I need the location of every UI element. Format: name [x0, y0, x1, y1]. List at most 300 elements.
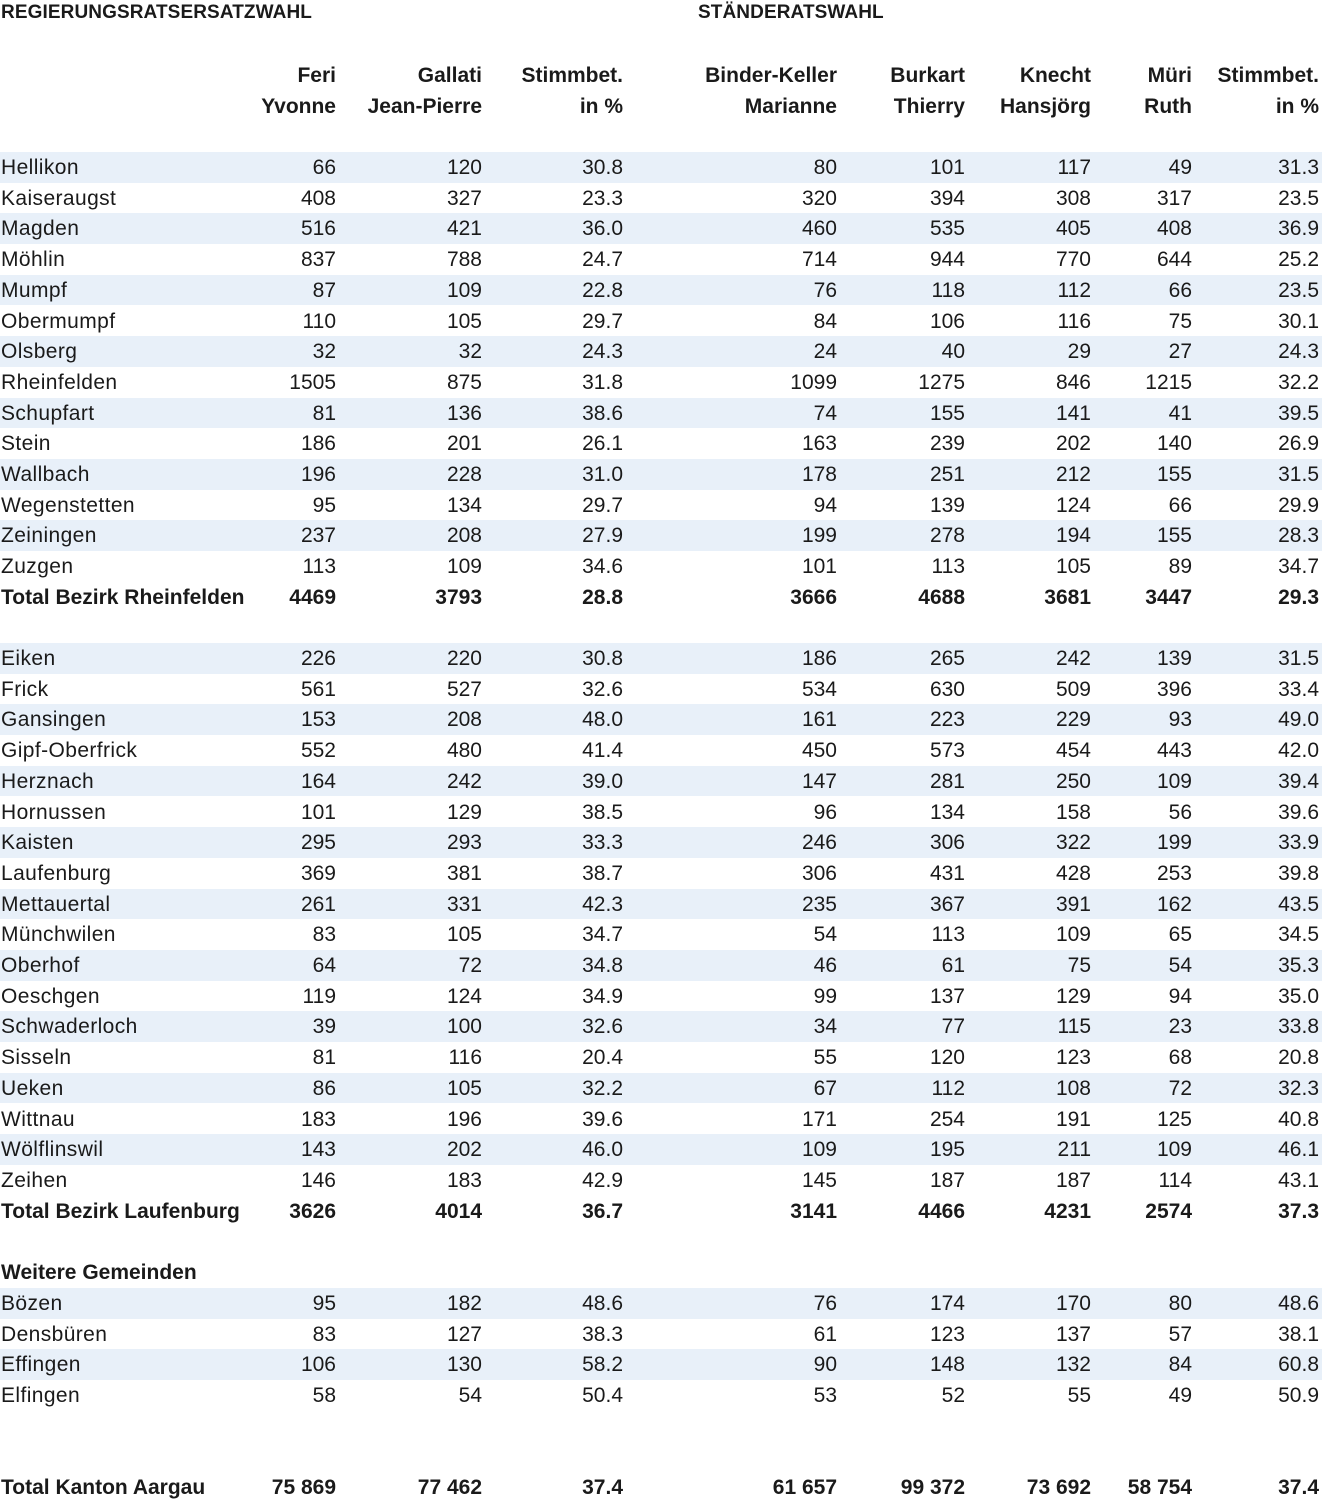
table-row: [0, 797, 1322, 828]
municipality-name: Oeschgen: [1, 984, 100, 1008]
table-cell: 24: [813, 340, 837, 364]
table-cell: 96: [813, 800, 837, 824]
table-cell: 278: [929, 524, 965, 548]
table-cell: 23.5: [1278, 278, 1319, 302]
table-cell: 84: [1168, 1353, 1192, 1377]
table-cell: 443: [1156, 739, 1192, 763]
column-header-line1: Binder-Keller: [705, 64, 837, 87]
column-header-line2: Jean-Pierre: [367, 95, 482, 118]
table-cell: 54: [1168, 954, 1192, 977]
table-cell: 39.5: [1278, 401, 1319, 425]
table-cell: 38.6: [582, 401, 623, 425]
table-cell: 86: [312, 1076, 336, 1100]
table-row: [0, 1104, 1322, 1135]
municipality-name: Elfingen: [1, 1384, 81, 1408]
table-cell: 49.0: [1278, 708, 1319, 732]
table-cell: 100: [446, 1015, 482, 1039]
table-cell: 846: [1055, 370, 1091, 394]
table-cell: 34: [813, 1015, 837, 1039]
table-cell: 369: [300, 861, 336, 885]
table-cell: 50.4: [582, 1384, 623, 1408]
table-cell: 30.8: [582, 156, 623, 179]
table-cell: 32.2: [582, 1076, 623, 1100]
table-row: [0, 244, 1322, 275]
table-cell: 39.6: [1278, 800, 1319, 824]
table-cell: 57: [1168, 1322, 1192, 1346]
table-cell: 28.8: [582, 585, 623, 609]
table-cell: 61 657: [772, 1476, 837, 1499]
table-cell: 99: [813, 984, 837, 1008]
table-cell: 450: [801, 739, 837, 763]
table-cell: 139: [1156, 647, 1192, 670]
municipality-name: Ueken: [1, 1076, 64, 1100]
table-row: [0, 183, 1322, 214]
table-cell: 31.3: [1278, 156, 1319, 179]
table-cell: 428: [1055, 861, 1091, 885]
table-cell: 114: [1158, 1168, 1192, 1192]
table-cell: 20.4: [582, 1046, 623, 1070]
municipality-name: Herznach: [1, 769, 95, 793]
table-cell: 66: [312, 156, 336, 179]
table-cell: 480: [446, 739, 482, 763]
column-header: [1000, 60, 1091, 122]
table-cell: 293: [446, 831, 482, 855]
table-cell: 146: [300, 1168, 336, 1192]
table-cell: 561: [300, 677, 336, 701]
table-cell: 261: [300, 892, 336, 916]
municipality-name: Kaiseraugst: [1, 186, 117, 210]
table-cell: 81: [312, 1046, 336, 1070]
table-cell: 73 692: [1026, 1476, 1091, 1499]
column-header: [890, 60, 965, 122]
table-cell: 87: [312, 278, 336, 302]
table-cell: 127: [446, 1322, 482, 1346]
table-cell: 38.1: [1278, 1322, 1319, 1346]
table-row: [0, 551, 1322, 582]
column-header: [1217, 60, 1319, 122]
column-header-line2: Ruth: [1144, 95, 1192, 118]
table-cell: 66: [1168, 493, 1192, 517]
table-cell: 229: [1055, 708, 1091, 732]
table-cell: 40: [941, 340, 965, 364]
table-cell: 93: [1168, 708, 1192, 732]
column-header-line2: in %: [1275, 95, 1319, 118]
table-cell: 4466: [918, 1199, 965, 1223]
column-header: [368, 60, 482, 122]
table-cell: 26.9: [1278, 432, 1319, 456]
column-header-line2: Marianne: [744, 95, 837, 118]
table-cell: 58: [312, 1384, 336, 1408]
table-cell: 29.9: [1278, 493, 1319, 517]
table-cell: 34.7: [582, 923, 623, 947]
table-cell: 37.4: [582, 1476, 623, 1499]
table-cell: 194: [1055, 524, 1091, 548]
table-cell: 431: [929, 861, 965, 885]
column-header: [705, 60, 837, 122]
table-cell: 55: [1067, 1384, 1091, 1408]
table-cell: 49: [1168, 1384, 1192, 1408]
table-cell: 155: [1156, 524, 1192, 548]
table-cell: 83: [312, 923, 336, 947]
table-cell: 58 754: [1127, 1476, 1192, 1499]
table-cell: 39: [312, 1015, 336, 1039]
table-cell: 944: [929, 248, 965, 272]
table-cell: 34.9: [582, 984, 623, 1008]
table-cell: 308: [1055, 186, 1091, 210]
table-cell: 105: [446, 1076, 482, 1100]
table-cell: 95: [312, 493, 336, 517]
column-header-line1: Müri: [1147, 64, 1192, 87]
table-cell: 317: [1156, 186, 1192, 210]
table-cell: 837: [300, 248, 336, 272]
table-cell: 208: [446, 708, 482, 732]
table-cell: 106: [929, 309, 965, 333]
table-cell: 134: [929, 800, 965, 824]
table-cell: 23.5: [1278, 186, 1319, 210]
municipality-name: Stein: [1, 432, 51, 456]
table-cell: 183: [300, 1107, 336, 1131]
table-cell: 196: [300, 463, 336, 486]
table-cell: 195: [929, 1138, 965, 1162]
table-row: [0, 1134, 1322, 1165]
table-row: [0, 1042, 1322, 1073]
table-cell: 171: [801, 1107, 837, 1131]
table-cell: 72: [458, 954, 482, 977]
table-cell: 306: [929, 831, 965, 855]
table-cell: 46.1: [1278, 1138, 1319, 1162]
table-cell: 460: [801, 217, 837, 241]
table-cell: 253: [1156, 861, 1192, 885]
table-cell: 109: [1156, 769, 1192, 793]
table-row: [0, 1288, 1322, 1319]
table-row: [0, 766, 1322, 797]
table-cell: 77: [941, 1015, 965, 1039]
table-cell: 251: [929, 463, 965, 486]
table-cell: 76: [813, 278, 837, 302]
table-row: [0, 735, 1322, 766]
table-row: [0, 275, 1322, 306]
table-cell: 50.9: [1278, 1384, 1319, 1408]
table-row: [0, 520, 1322, 551]
table-cell: 246: [801, 831, 837, 855]
table-cell: 1275: [918, 370, 965, 394]
total-row: [0, 582, 1322, 613]
table-cell: 163: [801, 432, 837, 456]
table-cell: 155: [929, 401, 965, 425]
column-header-line1: Feri: [297, 64, 336, 87]
table-cell: 161: [801, 708, 837, 732]
table-cell: 147: [801, 769, 837, 793]
municipality-name: Wallbach: [1, 463, 90, 486]
table-cell: 36.7: [582, 1199, 623, 1223]
table-cell: 162: [1156, 892, 1192, 916]
table-row: [0, 367, 1322, 398]
table-cell: 34.8: [582, 954, 623, 977]
table-cell: 33.9: [1278, 831, 1319, 855]
table-row: [0, 1073, 1322, 1104]
table-cell: 35.0: [1278, 984, 1319, 1008]
total-label: Total Kanton Aargau: [1, 1476, 206, 1499]
municipality-name: Laufenburg: [1, 861, 112, 885]
total-label: Total Bezirk Rheinfelden: [1, 585, 245, 609]
table-cell: 37.4: [1278, 1476, 1319, 1499]
table-cell: 118: [931, 278, 965, 302]
table-cell: 36.0: [582, 217, 623, 241]
table-row: [0, 889, 1322, 920]
table-cell: 644: [1156, 248, 1192, 272]
table-cell: 396: [1156, 677, 1192, 701]
table-row: [0, 490, 1322, 521]
table-cell: 112: [931, 1076, 965, 1100]
table-cell: 108: [1055, 1076, 1091, 1100]
table-cell: 32.6: [582, 1015, 623, 1039]
table-cell: 52: [941, 1384, 965, 1408]
table-cell: 101: [300, 800, 336, 824]
table-cell: 630: [929, 677, 965, 701]
municipality-name: Densbüren: [1, 1322, 108, 1346]
table-cell: 320: [801, 186, 837, 210]
table-cell: 29.7: [582, 493, 623, 517]
table-cell: 34.6: [582, 555, 623, 579]
table-cell: 24.3: [1278, 340, 1319, 364]
total-label: Total Bezirk Laufenburg: [1, 1199, 240, 1223]
municipality-name: Gipf-Oberfrick: [1, 739, 138, 763]
table-cell: 26.1: [582, 432, 623, 456]
table-cell: 158: [1055, 800, 1091, 824]
table-cell: 124: [1055, 493, 1091, 517]
table-cell: 94: [813, 493, 837, 517]
table-cell: 3141: [790, 1199, 837, 1223]
table-cell: 113: [302, 555, 336, 579]
table-cell: 174: [929, 1292, 965, 1315]
municipality-name: Obermumpf: [1, 309, 116, 333]
table-row: [0, 674, 1322, 705]
table-cell: 41: [1168, 401, 1192, 425]
table-cell: 34.7: [1278, 555, 1319, 579]
table-cell: 84: [813, 309, 837, 333]
column-header-line2: Hansjörg: [999, 95, 1091, 118]
table-cell: 54: [458, 1384, 482, 1408]
table-cell: 105: [446, 923, 482, 947]
table-cell: 145: [801, 1168, 837, 1192]
column-header: [521, 60, 623, 122]
table-row: [0, 950, 1322, 981]
table-cell: 199: [1156, 831, 1192, 855]
table-cell: 4231: [1044, 1199, 1091, 1223]
table-cell: 46: [813, 954, 837, 977]
column-header-line2: Thierry: [893, 95, 965, 118]
table-cell: 22.8: [582, 278, 623, 302]
table-cell: 29: [1067, 340, 1091, 364]
table-cell: 714: [801, 248, 837, 272]
table-cell: 32: [312, 340, 336, 364]
table-cell: 421: [446, 217, 482, 241]
table-cell: 143: [300, 1138, 336, 1162]
table-cell: 306: [801, 861, 837, 885]
table-cell: 3666: [790, 585, 837, 609]
table-cell: 220: [446, 647, 482, 670]
municipality-name: Eiken: [1, 647, 56, 670]
table-cell: 136: [446, 401, 482, 425]
table-row: [0, 1011, 1322, 1042]
table-cell: 770: [1055, 248, 1091, 272]
municipality-name: Kaisten: [1, 831, 74, 855]
table-cell: 109: [801, 1138, 837, 1162]
municipality-name: Hellikon: [1, 156, 79, 179]
table-cell: 331: [446, 892, 482, 916]
table-cell: 535: [929, 217, 965, 241]
table-cell: 201: [446, 432, 482, 456]
table-cell: 454: [1055, 739, 1091, 763]
table-cell: 77 462: [417, 1476, 482, 1499]
table-cell: 37.3: [1278, 1199, 1319, 1223]
table-cell: 182: [446, 1292, 482, 1315]
table-cell: 64: [312, 954, 336, 977]
table-cell: 202: [446, 1138, 482, 1162]
table-cell: 105: [446, 309, 482, 333]
table-cell: 4014: [435, 1199, 482, 1223]
municipality-name: Zeihen: [1, 1168, 68, 1192]
table-cell: 124: [446, 984, 482, 1008]
table-row: [0, 152, 1322, 183]
table-cell: 120: [446, 156, 482, 179]
table-cell: 30.1: [1278, 309, 1319, 333]
table-cell: 178: [801, 463, 837, 486]
table-row: [0, 398, 1322, 429]
table-cell: 39.0: [582, 769, 623, 793]
municipality-name: Wölflinswil: [1, 1138, 104, 1162]
municipality-name: Hornussen: [1, 800, 107, 824]
table-cell: 202: [1055, 432, 1091, 456]
table-row: [0, 704, 1322, 735]
table-cell: 119: [302, 984, 336, 1008]
table-cell: 137: [929, 984, 965, 1008]
table-cell: 33.4: [1278, 677, 1319, 701]
column-header-line1: Knecht: [1019, 64, 1091, 87]
table-cell: 101: [929, 156, 965, 179]
table-cell: 408: [300, 186, 336, 210]
table-cell: 30.8: [582, 647, 623, 670]
table-cell: 112: [1057, 278, 1091, 302]
table-cell: 35.3: [1278, 954, 1319, 977]
table-cell: 116: [448, 1046, 482, 1070]
table-cell: 27.9: [582, 524, 623, 548]
table-cell: 67: [813, 1076, 837, 1100]
table-cell: 223: [929, 708, 965, 732]
table-cell: 110: [302, 309, 336, 333]
municipality-name: Effingen: [1, 1353, 81, 1377]
table-cell: 55: [813, 1046, 837, 1070]
table-cell: 94: [1168, 984, 1192, 1008]
table-cell: 105: [1055, 555, 1091, 579]
table-cell: 38.7: [582, 861, 623, 885]
table-cell: 60.8: [1278, 1353, 1319, 1377]
table-cell: 2574: [1145, 1199, 1192, 1223]
table-cell: 38.3: [582, 1322, 623, 1346]
table-cell: 43.5: [1278, 892, 1319, 916]
table-cell: 28.3: [1278, 524, 1319, 548]
table-cell: 573: [929, 739, 965, 763]
municipality-name: Münchwilen: [1, 923, 116, 947]
table-cell: 42.3: [582, 892, 623, 916]
table-cell: 140: [1156, 432, 1192, 456]
table-cell: 39.8: [1278, 861, 1319, 885]
table-cell: 48.6: [1278, 1292, 1319, 1315]
table-cell: 281: [929, 769, 965, 793]
table-cell: 39.6: [582, 1107, 623, 1131]
table-cell: 183: [446, 1168, 482, 1192]
municipality-name: Schupfart: [1, 401, 95, 425]
table-cell: 534: [801, 677, 837, 701]
table-cell: 3447: [1145, 585, 1192, 609]
table-cell: 226: [300, 647, 336, 670]
table-cell: 27: [1168, 340, 1192, 364]
table-cell: 788: [446, 248, 482, 272]
table-cell: 31.8: [582, 370, 623, 394]
table-cell: 115: [1057, 1015, 1091, 1039]
table-cell: 153: [300, 708, 336, 732]
table-cell: 265: [929, 647, 965, 670]
table-cell: 134: [446, 493, 482, 517]
table-cell: 61: [813, 1322, 837, 1346]
table-cell: 250: [1055, 769, 1091, 793]
table-cell: 81: [312, 401, 336, 425]
column-header-line1: Stimmbet.: [1217, 64, 1319, 87]
table-row: [0, 1319, 1322, 1350]
table-row: [0, 981, 1322, 1012]
table-cell: 109: [1055, 923, 1091, 947]
table-cell: 99 372: [900, 1476, 965, 1499]
table-cell: 187: [1055, 1168, 1091, 1192]
table-cell: 109: [446, 555, 482, 579]
table-row: [0, 306, 1322, 337]
table-cell: 123: [929, 1322, 965, 1346]
table-cell: 239: [929, 432, 965, 456]
table-cell: 208: [446, 524, 482, 548]
table-cell: 49: [1168, 156, 1192, 179]
table-cell: 130: [446, 1353, 482, 1377]
table-row: [0, 213, 1322, 244]
municipality-name: Zuzgen: [1, 555, 74, 579]
table-cell: 148: [929, 1353, 965, 1377]
table-cell: 90: [813, 1353, 837, 1377]
table-cell: 212: [1055, 463, 1091, 486]
table-cell: 120: [929, 1046, 965, 1070]
table-cell: 137: [1055, 1322, 1091, 1346]
table-cell: 33.3: [582, 831, 623, 855]
table-cell: 394: [929, 186, 965, 210]
table-cell: 196: [446, 1107, 482, 1131]
table-row: [0, 336, 1322, 367]
table-cell: 123: [1055, 1046, 1091, 1070]
table-cell: 23: [1168, 1015, 1192, 1039]
table-cell: 68: [1168, 1046, 1192, 1070]
table-cell: 75: [1067, 954, 1091, 977]
table-cell: 254: [929, 1107, 965, 1131]
municipality-name: Möhlin: [1, 248, 66, 272]
table-cell: 242: [1055, 647, 1091, 670]
table-cell: 228: [446, 463, 482, 486]
total-row: [0, 1472, 1322, 1503]
table-cell: 32.6: [582, 677, 623, 701]
municipality-name: Magden: [1, 217, 80, 241]
table-cell: 80: [813, 156, 837, 179]
table-cell: 186: [801, 647, 837, 670]
municipality-name: Schwaderloch: [1, 1015, 138, 1039]
subsection-title: Weitere Gemeinden: [1, 1261, 197, 1284]
table-cell: 41.4: [582, 739, 623, 763]
table-cell: 327: [446, 186, 482, 210]
